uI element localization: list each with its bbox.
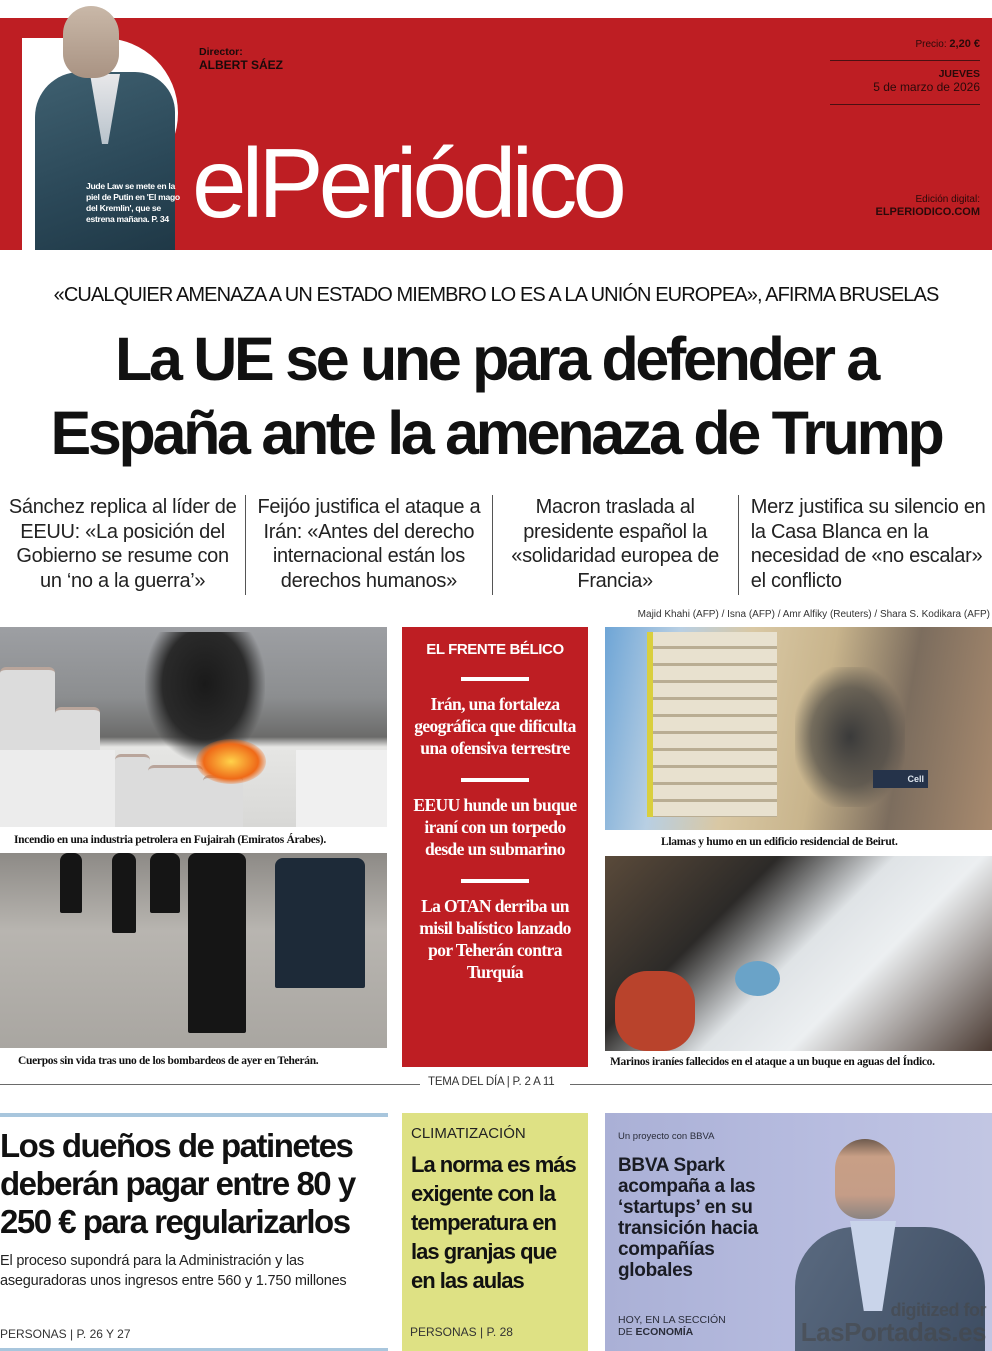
- lead-subheads: [0, 495, 992, 595]
- story-summary: El proceso supondrá para la Administración y las aseguradoras unos ingresos entre 560 y 1.750 millones: [0, 1253, 347, 1289]
- photo-caption: Marinos iraníes fallecidos en el ataque a un buque en aguas del Índico.: [610, 1056, 935, 1068]
- photo-caption: Cuerpos sin vida tras uno de los bombardeos de ayer en Teherán.: [18, 1055, 319, 1067]
- section-page-ref: PERSONAS | P. 26 Y 27: [0, 1327, 131, 1341]
- price-value: 2,20 €: [949, 38, 980, 50]
- photo-credit: Majid Khahi (AFP) / Isna (AFP) / Amr Alfiky (Reuters) / Shara S. Kodikara (AFP): [637, 609, 990, 620]
- war-item-iran-fortress[interactable]: Irán, una fortaleza geográfica que dificulta una ofensiva terrestre: [414, 694, 576, 758]
- story-headline: Los dueños de patinetes deberán pagar entre 80 y 250 € para regularizarlos: [0, 1127, 355, 1240]
- story-category: CLIMATIZACIÓN: [411, 1125, 526, 1142]
- digital-label: Edición digital:: [915, 194, 980, 205]
- war-box-title: EL FRENTE BÉLICO: [426, 641, 564, 658]
- director-credit: [199, 46, 283, 72]
- weekday: JUEVES: [938, 68, 980, 80]
- subhead-merz[interactable]: Merz justifica su silencio en la Casa Blanca en la necesidad de «no escalar» el conflicto: [738, 495, 992, 595]
- promo-headline: BBVA Spark acompaña a las ‘startups’ en su transición hacia compañías globales: [618, 1155, 758, 1281]
- digital-edition: [820, 18, 980, 250]
- photo-beirut-building[interactable]: [605, 627, 992, 830]
- director-label: Director:: [199, 46, 243, 58]
- story-climatization[interactable]: [402, 1113, 588, 1351]
- fire: [196, 739, 266, 784]
- war-item-nato-missile[interactable]: La OTAN derriba un misil balístico lanzado por Teherán contra Turquía: [419, 896, 571, 982]
- subhead-macron[interactable]: Macron traslada al presidente español la «solidaridad europea de Francia»: [492, 495, 738, 595]
- watermark: digitized for LasPortadas.es: [800, 1300, 986, 1347]
- director-name: ALBERT SÁEZ: [199, 58, 283, 72]
- war-front-box: [402, 627, 588, 1067]
- section-marker: [0, 1076, 992, 1092]
- photo-sailors-recovery[interactable]: [605, 856, 992, 1051]
- photo-fujairah-fire[interactable]: [0, 627, 387, 827]
- promo-sponsor: Un proyecto con BBVA: [618, 1131, 715, 1142]
- digital-url-link[interactable]: ELPERIODICO.COM: [875, 206, 980, 218]
- subhead-sanchez[interactable]: Sánchez replica al líder de EEUU: «La posición del Gobierno se resume con un ‘no a la guerra’»: [8, 496, 237, 592]
- brand-logo[interactable]: elPeriódico: [192, 128, 622, 238]
- promo-section-ref: HOY, EN LA SECCIÓN DE ECONOMÍA: [618, 1314, 726, 1338]
- divider: [461, 677, 529, 681]
- subhead-feijoo[interactable]: Feijóo justifica el ataque a Irán: «Antes del derecho internacional están los derechos humanos»: [245, 495, 491, 595]
- photo-caption: Llamas y humo en un edificio residencial de Beirut.: [661, 836, 898, 848]
- lead-headline[interactable]: La UE se une para defender a España ante la amenaza de Trump: [50, 325, 942, 467]
- issue-date: 5 de marzo de 2026: [873, 80, 980, 94]
- divider: [461, 778, 529, 782]
- bbva-spark-promo[interactable]: [605, 1113, 992, 1351]
- price-label: Precio:: [915, 39, 947, 50]
- divider: [461, 879, 529, 883]
- story-headline: La norma es más exigente con la temperatura en las granjas que en las aulas: [411, 1152, 576, 1293]
- lead-kicker: «CUALQUIER AMENAZA A UN ESTADO MIEMBRO LO ES A LA UNIÓN EUROPEA», AFIRMA BRUSELAS: [53, 284, 939, 306]
- photo-tehran-bombing[interactable]: [0, 853, 387, 1048]
- section-marker-label[interactable]: TEMA DEL DÍA | P. 2 A 11: [428, 1076, 555, 1088]
- section-page-ref: PERSONAS | P. 28: [410, 1325, 513, 1339]
- shop-sign: Cell: [873, 770, 928, 788]
- war-item-us-submarine[interactable]: EEUU hunde un buque iraní con un torpedo desde un submarino: [413, 795, 577, 859]
- masthead: [0, 18, 992, 250]
- teaser-caption[interactable]: Jude Law se mete en la piel de Putin en 'El mago del Kremlin', que se estrena mañana. P. 34: [86, 181, 180, 224]
- story-scooters[interactable]: [0, 1113, 388, 1351]
- photo-caption: Incendio en una industria petrolera en Fujairah (Emiratos Árabes).: [14, 834, 326, 846]
- building: [647, 632, 777, 817]
